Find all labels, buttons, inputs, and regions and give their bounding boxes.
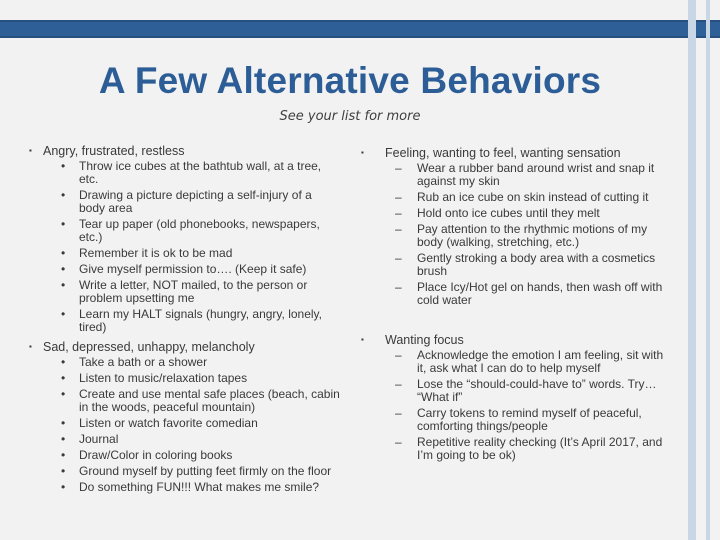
section-angry (29, 144, 343, 337)
list-item: – Rub an ice cube on skin instead of cutting it (395, 190, 649, 204)
bullet-icon: ▪ (29, 146, 32, 155)
section-heading (29, 340, 343, 354)
list-item: • Draw/Color in coloring books (61, 448, 233, 462)
list-item: – Wear a rubber band around wrist and snap it against my skin (395, 161, 655, 188)
bullet-icon: ▪ (29, 342, 32, 351)
list-item: • Listen to music/relaxation tapes (61, 371, 248, 385)
section-heading (361, 333, 665, 347)
bullet-icon: • (61, 188, 66, 202)
list-item: • Tear up paper (old phonebooks, newspapers, etc.) (61, 217, 320, 244)
list-item: – Gently stroking a body area with a cosmetics brush (395, 251, 656, 278)
dash-icon: – (395, 161, 402, 175)
list-item: • Listen or watch favorite comedian (61, 416, 258, 430)
dash-icon: – (395, 206, 402, 220)
section-sad (29, 340, 343, 497)
bullet-icon: • (61, 307, 66, 321)
bullet-icon: • (61, 278, 66, 292)
bullet-icon: • (61, 246, 66, 260)
header-accent-bar (0, 20, 720, 38)
section-heading (29, 144, 343, 158)
heading-text: Sad, depressed, unhappy, melancholy (43, 340, 255, 354)
list-item: • Create and use mental safe places (beach, cabin in the woods, peaceful mountain) (61, 387, 340, 414)
list-item: – Carry tokens to remind myself of peaceful, comforting things/people (395, 406, 642, 433)
heading-text: Feeling, wanting to feel, wanting sensation (385, 146, 621, 160)
list-item: – Lose the “should-could-have to” words. Try… “What if” (395, 377, 657, 404)
right-accent-stripe-thin (706, 0, 710, 540)
dash-icon: – (395, 222, 402, 236)
slide-subtitle: See your list for more (279, 109, 421, 124)
list-item: – Repetitive reality checking (It’s April 2017, and I’m going to be ok) (395, 435, 663, 462)
bullet-icon: • (61, 448, 66, 462)
bullet-icon: • (61, 480, 66, 494)
list-item: • Throw ice cubes at the bathtub wall, at a tree, etc. (61, 159, 322, 186)
list-item: • Remember it is ok to be mad (61, 246, 233, 260)
bullet-icon: • (61, 371, 66, 385)
list-item: • Learn my HALT signals (hungry, angry, lonely, tired) (61, 307, 322, 334)
dash-icon: – (395, 406, 402, 420)
dash-icon: – (395, 348, 402, 362)
list-item: • Ground myself by putting feet firmly on the floor (61, 464, 332, 478)
bullet-icon: • (61, 416, 66, 430)
dash-icon: – (395, 435, 402, 449)
section-heading (361, 146, 663, 160)
list-item: • Take a bath or a shower (61, 355, 208, 369)
bullet-icon: • (61, 387, 66, 401)
list-item: • Do something FUN!!! What makes me smile? (61, 480, 320, 494)
section-focus (361, 333, 665, 465)
list-item: • Give myself permission to…. (Keep it safe) (61, 262, 307, 276)
list-item: • Write a letter, NOT mailed, to the person or problem upsetting me (61, 278, 308, 305)
list-item: – Hold onto ice cubes until they melt (395, 206, 600, 220)
list-item: – Place Icy/Hot gel on hands, then wash off with cold water (395, 280, 663, 307)
dash-icon: – (395, 251, 402, 265)
slide-title: A Few Alternative Behaviors (98, 60, 602, 101)
heading-text: Angry, frustrated, restless (43, 144, 185, 158)
list-item: • Journal (61, 432, 119, 446)
bullet-icon: ▪ (361, 148, 364, 157)
list-item: – Acknowledge the emotion I am feeling, sit with it, ask what I can do to help myself (395, 348, 664, 375)
bullet-icon: • (61, 355, 66, 369)
section-sensation (361, 146, 663, 310)
bullet-icon: • (61, 262, 66, 276)
dash-icon: – (395, 190, 402, 204)
list-item: – Pay attention to the rhythmic motions of my body (walking, stretching, etc.) (395, 222, 648, 249)
bullet-icon: • (61, 464, 66, 478)
item-list (61, 159, 341, 334)
bullet-icon: • (61, 432, 66, 446)
list-item: • Drawing a picture depicting a self-injury of a body area (61, 188, 312, 215)
item-list (61, 355, 341, 494)
heading-text: Wanting focus (385, 333, 464, 347)
bullet-icon: • (61, 159, 66, 173)
bullet-icon: • (61, 217, 66, 231)
dash-icon: – (395, 377, 402, 391)
dash-icon: – (395, 280, 402, 294)
item-list (395, 348, 665, 462)
item-list (395, 161, 663, 307)
bullet-icon: ▪ (361, 335, 364, 344)
